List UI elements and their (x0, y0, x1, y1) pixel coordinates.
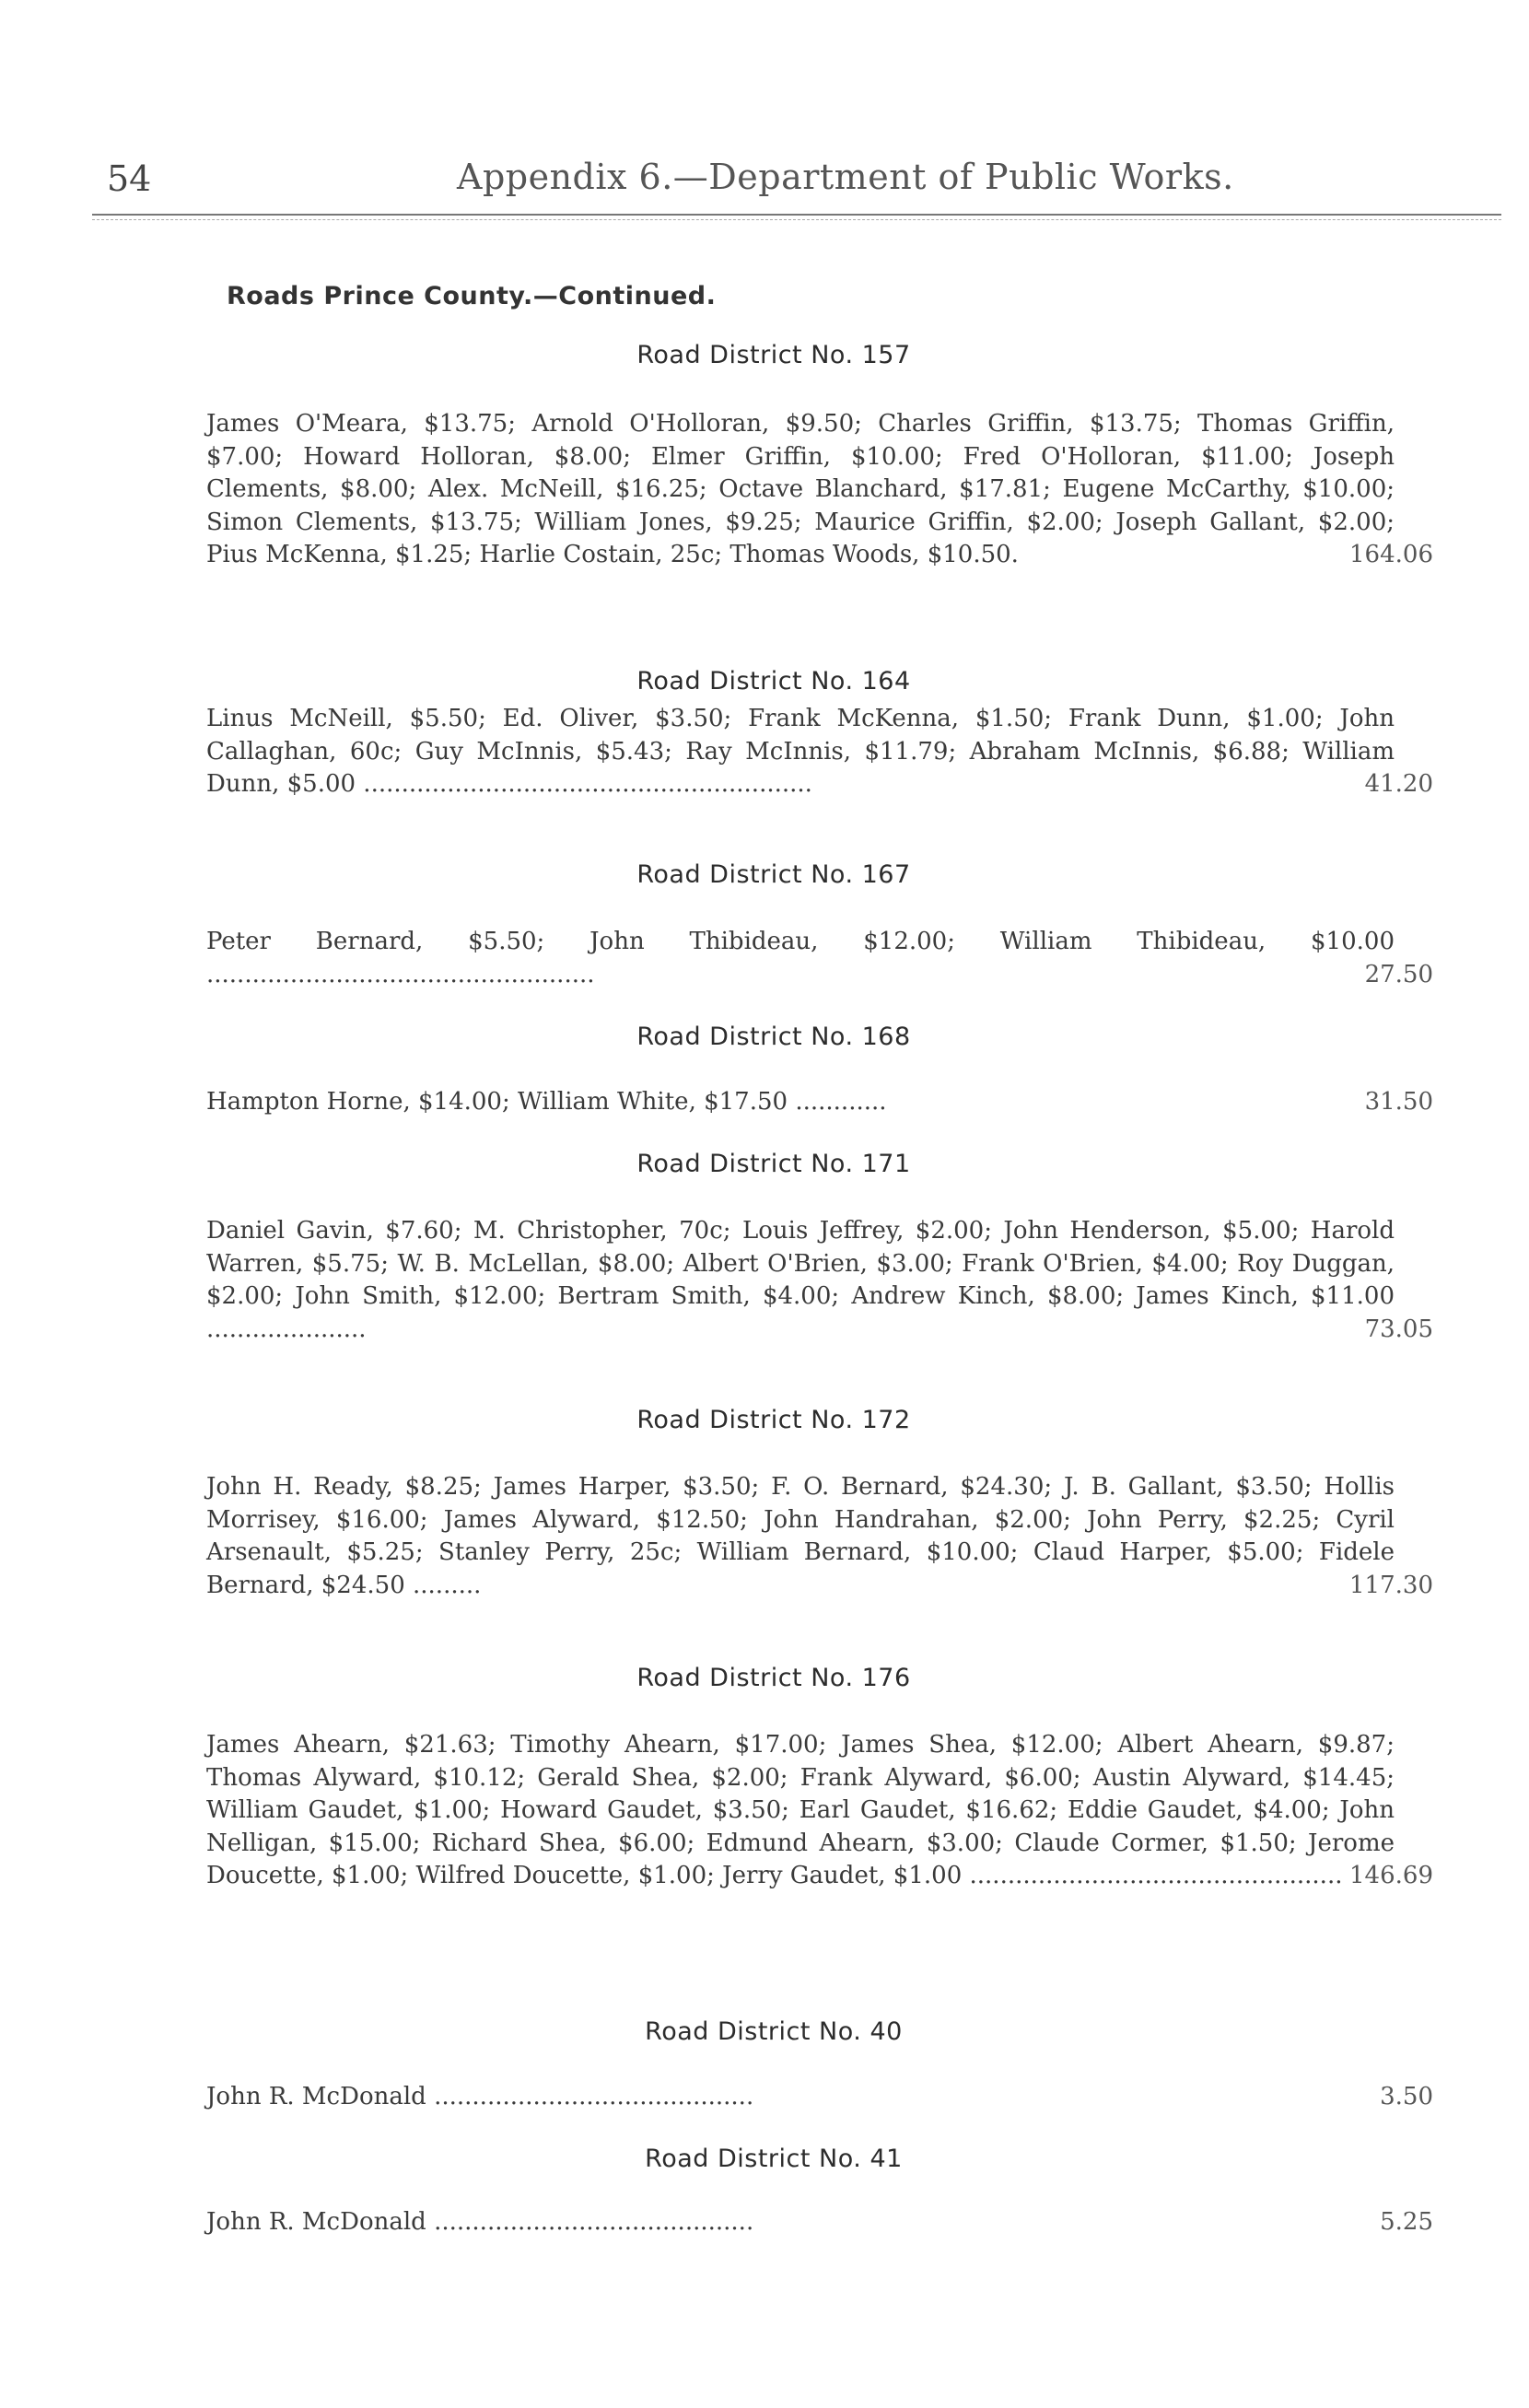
district-total: 41.20 (1364, 770, 1433, 798)
district-entry: John R. McDonald .......................................... (206, 2208, 754, 2236)
district-heading: Road District No. 172 (636, 1406, 911, 1434)
district-entry: Peter Bernard, $5.50; John Thibideau, $12.00; William Thibideau, $10.00 ................................................... (206, 928, 1395, 988)
header-rule (92, 214, 1501, 216)
district-heading: Road District No. 168 (636, 1023, 911, 1051)
road-district-40 (92, 2017, 1474, 2114)
district-total: 5.25 (1380, 2208, 1433, 2236)
district-heading: Road District No. 176 (636, 1664, 911, 1692)
road-district-176 (92, 1664, 1474, 1893)
district-total: 164.06 (1349, 541, 1433, 568)
district-entry: James O'Meara, $13.75; Arnold O'Holloran, $9.50; Charles Griffin, $13.75; Thomas Griffin, $7.00; Howard Holloran, $8.00; Elmer Griffin, $10.00; Fred O'Holloran, $11.00; Joseph Clements, $8.00; Alex. McNeill, $16.25; Octave Blanchard, $17.81; Eugene McCarthy, $10.00; Simon Clements, $13.75; William Jones, $9.25; Maurice Griffin, $2.00; Joseph Gallant, $2.00; Pius McKenna, $1.25; Harlie Costain, 25c; Thomas Woods, $10.50. (206, 410, 1395, 568)
road-district-167 (92, 860, 1474, 991)
district-heading: Road District No. 167 (636, 860, 911, 889)
district-heading: Road District No. 40 (645, 2017, 903, 2046)
running-title: Appendix 6.—Department of Public Works. (457, 157, 1234, 197)
district-entry: Daniel Gavin, $7.60; M. Christopher, 70c; Louis Jeffrey, $2.00; John Henderson, $5.00; Harold Warren, $5.75; W. B. McLellan, $8.00; Albert O'Brien, $3.00; Frank O'Brien, $4.00; Roy Duggan, $2.00; John Smith, $12.00; Bertram Smith, $4.00; Andrew Kinch, $8.00; James Kinch, $11.00 ..................... (206, 1217, 1395, 1343)
district-entry: John R. McDonald .......................................... (206, 2083, 754, 2110)
road-district-168 (92, 1023, 1474, 1119)
road-district-172 (92, 1406, 1474, 1602)
district-total: 3.50 (1380, 2083, 1433, 2110)
district-entry: James Ahearn, $21.63; Timothy Ahearn, $17.00; James Shea, $12.00; Albert Ahearn, $9.87; Thomas Alyward, $10.12; Gerald Shea, $2.00; Frank Alyward, $6.00; Austin Alyward, $14.45; William Gaudet, $1.00; Howard Gaudet, $3.50; Earl Gaudet, $16.62; Eddie Gaudet, $4.00; John Nelligan, $15.00; Richard Shea, $6.00; Edmund Ahearn, $3.00; Claude Cormer, $1.50; Jerome Doucette, $1.00; Wilfred Doucette, $1.00; Jerry Gaudet, $1.00 ................................................. (206, 1731, 1395, 1889)
district-entry: Hampton Horne, $14.00; William White, $17.50 ............ (206, 1088, 887, 1116)
district-total: 117.30 (1349, 1571, 1433, 1599)
section-title: Roads Prince County.—Continued. (227, 282, 717, 310)
road-district-41 (92, 2145, 1474, 2239)
district-heading: Road District No. 164 (636, 667, 911, 696)
header-rule-secondary (92, 219, 1501, 220)
district-total: 31.50 (1364, 1088, 1433, 1116)
district-total: 73.05 (1364, 1315, 1433, 1343)
district-heading: Road District No. 157 (636, 341, 911, 369)
district-heading: Road District No. 171 (636, 1150, 911, 1178)
road-district-164 (92, 667, 1474, 801)
district-total: 27.50 (1364, 960, 1433, 988)
district-heading: Road District No. 41 (645, 2145, 903, 2173)
page-number: 54 (107, 158, 152, 199)
district-entry: John H. Ready, $8.25; James Harper, $3.50; F. O. Bernard, $24.30; J. B. Gallant, $3.50; Hollis Morrisey, $16.00; James Alyward, $12.50; John Handrahan, $2.00; John Perry, $2.25; Cyril Arsenault, $5.25; Stanley Perry, 25c; William Bernard, $10.00; Claud Harper, $5.00; Fidele Bernard, $24.50 ......... (206, 1473, 1395, 1599)
district-entry: Linus McNeill, $5.50; Ed. Oliver, $3.50; Frank McKenna, $1.50; Frank Dunn, $1.00; John Callaghan, 60c; Guy McInnis, $5.43; Ray McInnis, $11.79; Abraham McInnis, $6.88; William Dunn, $5.00 ........................................................... (206, 705, 1395, 798)
road-district-157 (92, 341, 1474, 572)
page-header (92, 157, 1501, 212)
district-total: 146.69 (1349, 1862, 1433, 1889)
road-district-171 (92, 1150, 1474, 1346)
